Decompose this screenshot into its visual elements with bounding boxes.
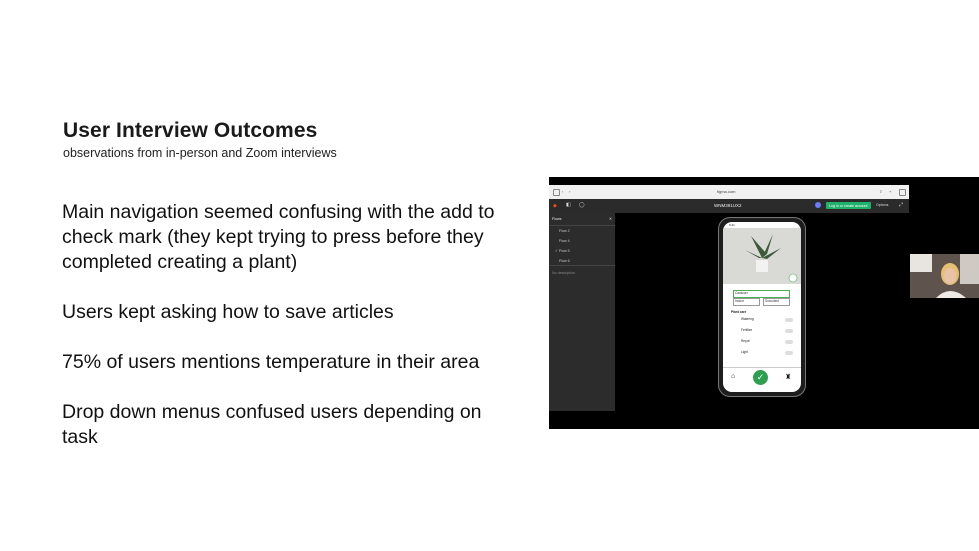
section-title: Plant care <box>731 310 747 314</box>
care-item-label: Watering <box>741 317 754 321</box>
plant-image <box>723 228 801 284</box>
plant-pot-icon[interactable]: ♜ <box>785 374 792 381</box>
browser-window <box>549 185 909 213</box>
forward-icon[interactable]: › <box>569 189 571 194</box>
flow-item-selected[interactable] <box>549 246 615 256</box>
bullet-item: 75% of users mentions temperature in their area <box>62 351 480 373</box>
flows-header <box>549 213 615 226</box>
options-dropdown[interactable]: Options <box>876 203 889 207</box>
tabs-icon[interactable] <box>899 189 906 196</box>
tab-bar-divider <box>723 367 801 368</box>
divider <box>549 265 615 266</box>
add-checkmark-button[interactable]: ✓ <box>753 370 768 385</box>
care-item-label: Repot <box>741 339 750 343</box>
comment-icon[interactable]: ◯ <box>579 202 585 208</box>
flow-item[interactable]: Flow 4 <box>559 239 570 243</box>
flow-description: No description <box>552 271 575 275</box>
new-tab-icon[interactable]: + <box>889 189 892 194</box>
url-bar[interactable]: figma.com <box>717 189 736 194</box>
expand-icon[interactable]: ⤢ <box>899 202 904 208</box>
plant-name-field[interactable]: Cactuser <box>733 290 790 298</box>
care-toggle[interactable] <box>785 351 793 355</box>
figma-logo-icon[interactable]: ◆ <box>553 203 557 209</box>
status-time: 9:41 <box>729 223 735 227</box>
bullet-item: Users kept asking how to save articles <box>62 301 394 323</box>
flow-item-label: Flow 5 <box>559 249 570 253</box>
close-icon[interactable]: ✕ <box>608 217 612 221</box>
home-icon[interactable]: ⌂ <box>731 373 736 380</box>
flow-item[interactable]: Flow 2 <box>559 229 570 233</box>
care-item-label: Fertilize <box>741 328 753 332</box>
figma-toolbar <box>549 199 909 213</box>
panel-icon[interactable]: ◧ <box>566 202 571 208</box>
slide-title: User Interview Outcomes <box>63 119 318 142</box>
back-icon[interactable]: ‹ <box>562 189 564 194</box>
browser-toolbar <box>549 185 909 199</box>
care-toggle[interactable] <box>785 329 793 333</box>
share-icon[interactable]: ⇪ <box>879 189 883 194</box>
bullet-list <box>62 200 512 475</box>
sidebar-icon[interactable] <box>553 189 560 196</box>
phone-mockup <box>718 217 806 397</box>
slide-subtitle: observations from in-person and Zoom interviews <box>63 146 337 160</box>
bullet-item: Drop down menus confused users depending on task <box>62 401 482 448</box>
care-toggle[interactable] <box>785 340 793 344</box>
flow-item[interactable]: Flow 6 <box>559 259 570 263</box>
avatar[interactable] <box>815 202 821 208</box>
login-button[interactable]: Log in or create account <box>826 202 871 209</box>
checkmark-icon: ✓ <box>555 249 559 253</box>
field-a[interactable]: Indoor <box>733 298 760 306</box>
field-b[interactable]: Succulent <box>763 298 790 306</box>
phone-screen <box>723 222 801 392</box>
prototype-screenshot <box>549 177 979 429</box>
care-item-label: Light <box>741 350 748 354</box>
flows-header-label: Flows <box>552 217 562 221</box>
video-participant <box>910 254 979 298</box>
care-toggle[interactable] <box>785 318 793 322</box>
bullet-item: Main navigation seemed confusing with the add to check mark (they kept trying to press before they completed creating a plant) <box>62 201 495 273</box>
flows-panel <box>549 213 615 411</box>
project-name: WNM391UX2 <box>714 203 742 208</box>
